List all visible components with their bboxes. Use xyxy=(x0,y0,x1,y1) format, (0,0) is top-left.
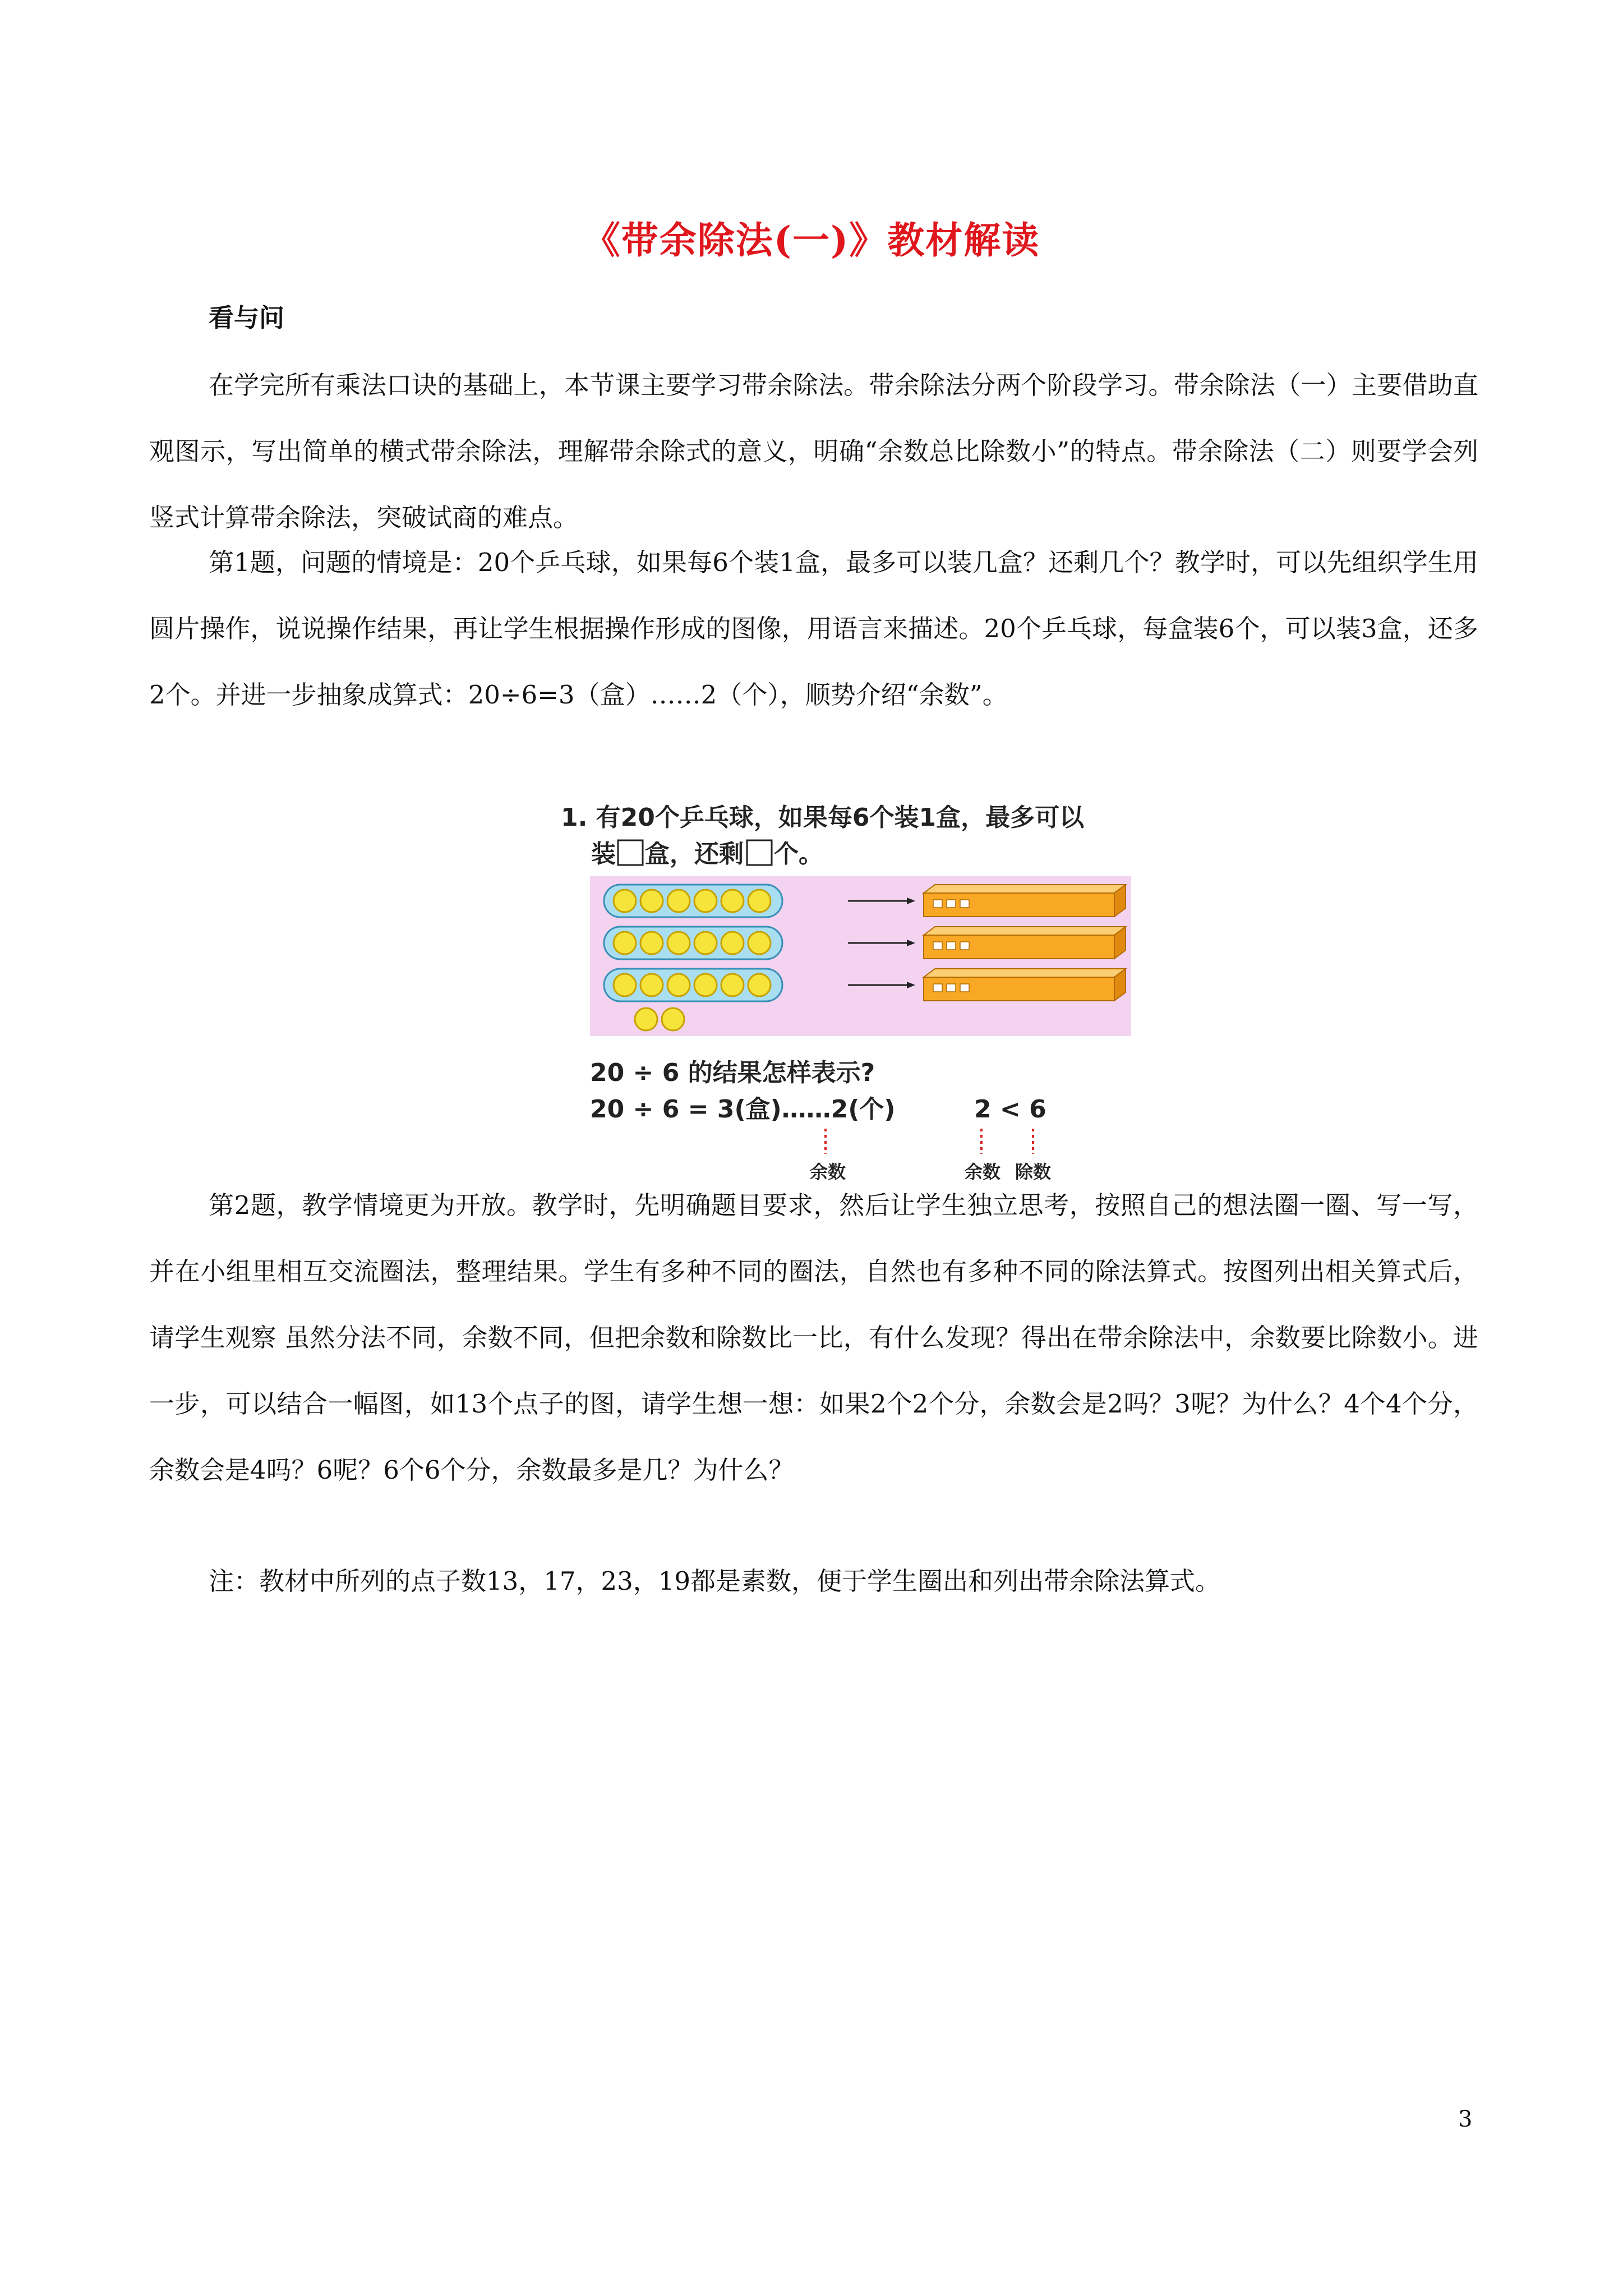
box-3 xyxy=(924,969,1126,1001)
paragraph-intro: 在学完所有乘法口诀的基础上，本节课主要学习带余除法。带余除法分两个阶段学习。带余除法（一）主要借助直观图示，写出简单的横式带余除法，理解带余除式的意义，明确“余数总比除数小”的特点。带余除法（二）则要学会列竖式计算带余除法，突破试商的难点。 xyxy=(149,370,1478,532)
paragraph-note: 注：教材中所列的点子数13，17，23，19都是素数，便于学生圈出和列出带余除法算式。 xyxy=(209,1566,1221,1596)
figure-inequality: 2 < 6 xyxy=(974,1095,1046,1124)
ball-group-1 xyxy=(604,885,782,917)
figure-equation: 20 ÷ 6 = 3(盒)……2(个) xyxy=(590,1095,896,1124)
label-divisor: 除数 xyxy=(1015,1161,1052,1182)
figure-problem-line-1: 1. 有20个乒乓球，如果每6个装1盒，最多可以 xyxy=(561,803,1085,832)
box-2 xyxy=(924,927,1126,959)
ball-group-2 xyxy=(604,927,782,959)
label-remainder: 余数 xyxy=(810,1161,846,1182)
textbook-figure xyxy=(556,792,1140,1185)
paragraph-question-1: 第1题，问题的情境是：20个乒乓球，如果每6个装1盒，最多可以装几盒？还剩几个？教学时，可以先组织学生用圆片操作，说说操作结果，再让学生根据操作形成的图像，用语言来描述。20个乒乓球，每盒装6个，可以装3盒，还多2个。并进一步抽象成算式：20÷6=3（盒）……2（个），顺势介绍“余数”。 xyxy=(149,547,1478,710)
paragraph-question-2: 第2题，教学情境更为开放。教学时，先明确题目要求，然后让学生独立思考，按照自己的想法圈一圈、写一写，并在小组里相互交流圈法，整理结果。学生有多种不同的圈法，自然也有多种不同的除法算式。按图列出相关算式后，请学生观察 虽然分法不同，余数不同，但把余数和除数比一比，有什么发现？得出在带余除法中，余数要比除数小。进一步，可以结合一幅图，如13个点子的图，请学生想一想：如果2个2个分，余数会是2吗？3呢？为什么？4个4个分，余数会是4吗？6呢？6个6个分，余数最多是几？为什么？ xyxy=(149,1190,1478,1485)
figure-question: 20 ÷ 6 的结果怎样表示? xyxy=(590,1059,875,1087)
page-number: 3 xyxy=(1458,2106,1473,2132)
ball-group-3 xyxy=(604,969,782,1001)
figure-problem-line-2c: 个。 xyxy=(774,840,823,868)
document-title: 《带余除法(一)》教材解读 xyxy=(583,218,1040,262)
figure-problem-line-2b: 盒，还剩 xyxy=(645,840,744,868)
box-1 xyxy=(924,885,1126,917)
section-heading: 看与问 xyxy=(209,303,285,333)
figure-problem-line-2a: 装 xyxy=(591,840,616,868)
label-remainder-2: 余数 xyxy=(965,1161,1001,1182)
